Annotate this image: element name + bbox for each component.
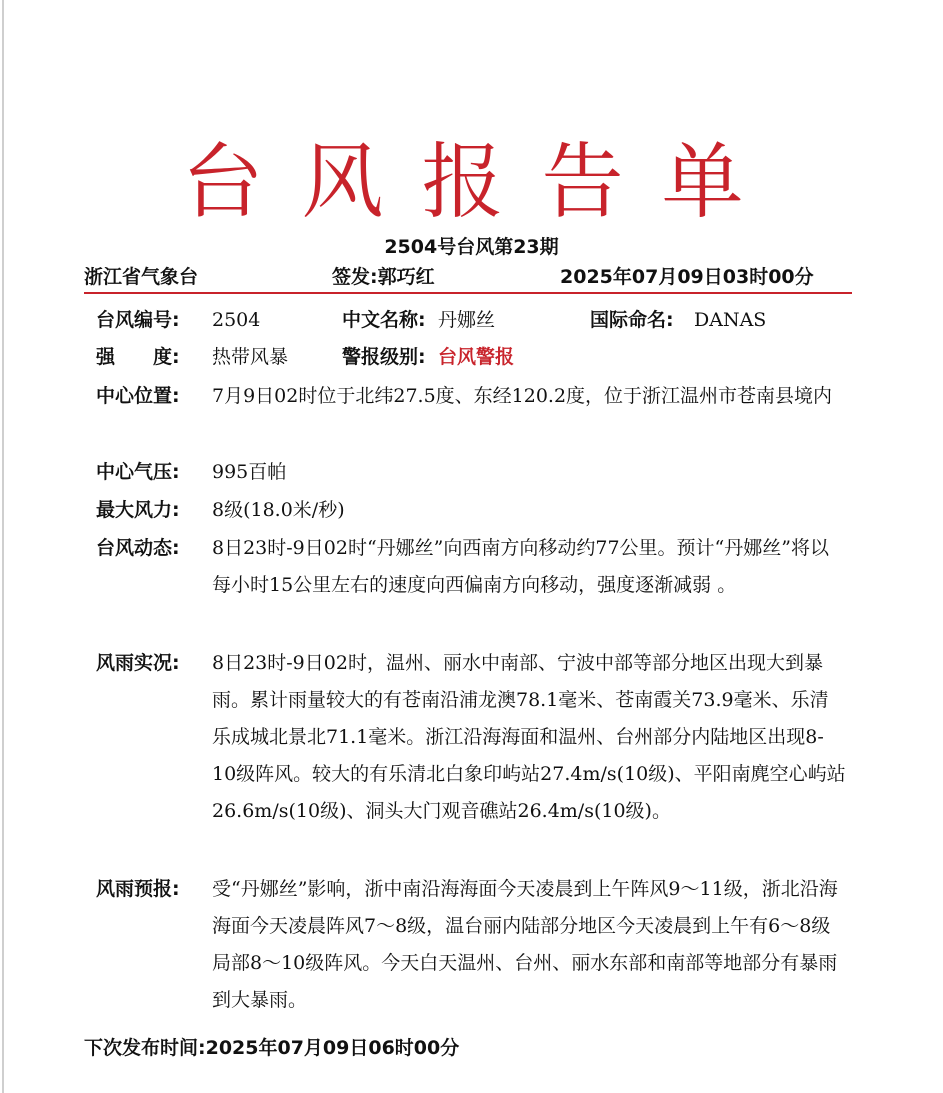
intensity-value: 热带风暴 [212, 346, 289, 368]
chinese-name-label: 中文名称: [342, 309, 426, 331]
alert-level-value: 台风警报 [438, 346, 515, 368]
issued-time: 2025年07月09日03时00分 [560, 266, 814, 288]
observed-row [96, 645, 856, 867]
movement-row [96, 530, 856, 641]
signed-by: 签发:郭巧红 [332, 266, 435, 288]
observed-label: 风雨实况: [96, 652, 180, 674]
forecast-value: 受“丹娜丝”影响，浙中南沿海海面今天凌晨到上午阵风9～11级，浙北沿海海面今天凌晨阵风7～8级，温台丽内陆部分地区今天凌晨到上午有6～8级局部8～10级阵风。今天白天温州、台州、丽水东部和南部等地部分有暴雨到大暴雨。 [212, 878, 838, 1011]
max-wind-label: 最大风力: [96, 499, 180, 521]
agency-name: 浙江省气象台 [84, 266, 199, 288]
forecast-row [96, 871, 856, 1019]
center-position-row [96, 378, 856, 452]
typhoon-id-row [96, 302, 856, 339]
intensity-label: 强 度: [96, 346, 180, 368]
header-meta [84, 263, 854, 291]
center-position-label: 中心位置: [96, 385, 180, 407]
center-pressure-value: 995百帕 [212, 461, 287, 483]
alert-level-label: 警报级别: [342, 346, 426, 368]
chinese-name-value: 丹娜丝 [438, 309, 496, 331]
observed-value: 8日23时-9日02时，温州、丽水中南部、宁波中部等部分地区出现大到暴雨。累计雨量较大的有苍南沿浦龙澳78.1毫米、苍南霞关73.9毫米、乐清乐成城北景北71.1毫米。浙江沿海海面和温州、台州部分内陆地区出现8-10级阵风。较大的有乐清北白象印屿站27.4m/s(10级)、平阳南麂空心屿站26.6m/s(10级)、洞头大门观音礁站26.4m/s(10级)。 [212, 652, 846, 822]
forecast-label: 风雨预报: [96, 878, 180, 900]
next-release-time: 下次发布时间:2025年07月09日06时00分 [84, 1037, 460, 1059]
center-pressure-row [96, 454, 856, 491]
typhoon-number-value: 2504 [212, 309, 261, 331]
report-title: 台风报告单 [181, 135, 782, 230]
max-wind-row [96, 492, 856, 529]
intl-name-value: DANAS [694, 309, 767, 331]
intensity-row [96, 339, 856, 376]
issue-number: 2504号台风第23期 [384, 236, 559, 258]
intl-name-label: 国际命名: [590, 309, 674, 331]
max-wind-value: 8级(18.0米/秒) [212, 499, 345, 521]
movement-label: 台风动态: [96, 537, 180, 559]
center-pressure-label: 中心气压: [96, 461, 180, 483]
typhoon-number-label: 台风编号: [96, 309, 180, 331]
movement-value: 8日23时-9日02时“丹娜丝”向西南方向移动约77公里。预计“丹娜丝”将以每小时15公里左右的速度向西偏南方向移动，强度逐渐减弱 。 [212, 537, 829, 596]
header-divider [84, 292, 852, 294]
center-position-value: 7月9日02时位于北纬27.5度、东经120.2度，位于浙江温州市苍南县境内 [212, 385, 833, 407]
